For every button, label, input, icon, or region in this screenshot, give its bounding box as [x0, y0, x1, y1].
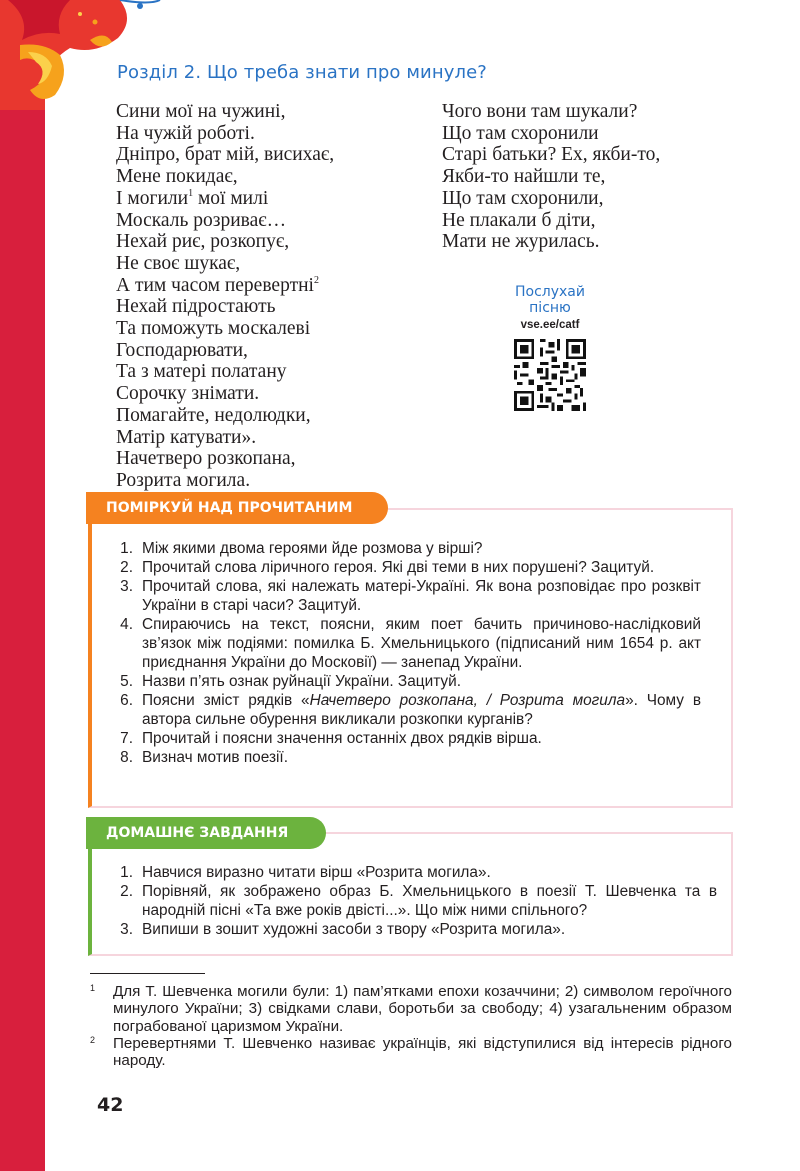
footnote-mark: 2 [90, 1034, 96, 1045]
list-item [117, 863, 717, 882]
homework-task-list [117, 863, 717, 939]
reflect-task-list [117, 539, 701, 767]
list-item [117, 672, 701, 691]
reflect-tab-label: ПОМІРКУЙ НАД ПРОЧИТАНИМ [86, 492, 388, 524]
list-item [117, 882, 717, 920]
poem-line: Мати не журилась. [442, 231, 600, 253]
footnote-mark-2: 2 [313, 274, 319, 286]
footnote-mark-1: 1 [188, 187, 194, 199]
item-text: Спираючись на текст, поясни, яким поет бачить причиново-наслідковий зв’язок між подіями: помилка Б. Хмельницького (підписаний ним 1654 р. акт приєднання України до Московії) — занепад України. [142, 616, 701, 671]
item-number: 5. [120, 673, 133, 690]
footnote-divider [90, 973, 205, 974]
poem-line: Та поможуть москалеві [116, 318, 311, 340]
item-number: 7. [120, 730, 133, 747]
poem-line: Якби-то найшли те, [442, 166, 606, 188]
footnote-text: Перевертнями Т. Шевченко називає українців, які відступилися від інтересів рідного народу. [113, 1034, 732, 1070]
item-text: Випиши в зошит художні засоби з твору «Розрита могила». [142, 921, 566, 938]
poem-line: Чого вони там шукали? [442, 101, 638, 122]
poem-line: Начетверо розкопана, [116, 448, 296, 470]
poem-left-column [116, 101, 334, 492]
item-number: 6. [120, 692, 133, 709]
poem-line: Розрита могила. [116, 469, 251, 491]
poem-line: Дніпро, брат мій, висихає, [116, 144, 335, 166]
poem-line [116, 275, 334, 297]
poem-line: Що там схоронили [442, 122, 599, 144]
poem-line: Нехай риє, розкопує, [116, 231, 290, 253]
poem-line: Господарювати, [116, 339, 248, 361]
item-text-quote: Начетверо розкопана, / Розрита могила [309, 692, 626, 709]
item-text-part: ». Чому в автора сильне обурення викликали розкопки курганів? [142, 692, 701, 728]
poem-line-part: І могили [116, 187, 189, 209]
list-item [117, 558, 701, 577]
poem-line-part: мої милі [197, 187, 269, 209]
item-number: 3. [120, 921, 133, 938]
poem-line: Москаль розриває… [116, 209, 287, 231]
item-number: 1. [120, 864, 133, 881]
poem-line: Мене покидає, [116, 166, 238, 188]
footnotes [90, 983, 732, 1069]
listen-subtitle: пісню [529, 300, 571, 316]
item-text: Прочитай слова ліричного героя. Які дві теми в них порушені? Зацитуй. [142, 559, 655, 576]
poem-line: Помагайте, недолюдки, [116, 404, 311, 426]
item-text: Прочитай і поясни значення останніх двох рядків вірша. [142, 730, 542, 747]
item-number: 1. [120, 540, 133, 557]
song-link[interactable]: vse.ee/catf [520, 319, 580, 331]
footnote-mark: 1 [90, 983, 96, 993]
item-text: Порівняй, як зображено образ Б. Хмельницького в поезії Т. Шевченка та в народній пісні «Та вже років двісті...». Що між ними спільного? [142, 883, 717, 919]
side-decoration-strip [0, 0, 45, 1171]
page-number: 42 [97, 1094, 124, 1116]
item-number: 8. [120, 749, 133, 766]
list-item [117, 748, 701, 767]
decorative-illustration [0, 0, 170, 110]
item-text [142, 691, 701, 729]
list-item [117, 729, 701, 748]
list-item [117, 539, 701, 558]
poem-line: Не своє шукає, [116, 252, 241, 274]
poem-line: Сорочку знімати. [116, 383, 260, 405]
item-text: Прочитай слова, які належать матері-Україні. Як вона розповідає про розквіт України в старі часи? Зацитуй. [142, 578, 701, 614]
poem-line [116, 188, 334, 210]
poem-line: Матір катувати». [116, 426, 257, 448]
poem-line-part: А тим часом перевертні [116, 274, 314, 296]
list-item [117, 577, 701, 615]
listen-song-block[interactable] [500, 284, 600, 411]
list-item [117, 691, 701, 729]
item-text-part: Поясни зміст рядків « [142, 692, 310, 709]
poem-line: Не плакали б діти, [442, 209, 596, 231]
item-text: Навчися виразно читати вірш «Розрита могила». [142, 864, 491, 881]
item-number: 2. [120, 883, 133, 900]
poem-line: Що там схоронили, [442, 187, 604, 209]
poem-right-column [442, 101, 660, 253]
item-text: Між якими двома героями йде розмова у вірші? [142, 540, 483, 557]
poem-line: Та з матері полатану [116, 361, 287, 383]
item-number: 4. [120, 616, 133, 633]
item-text: Визнач мотив поезії. [142, 749, 288, 766]
poem-line: Нехай підростають [116, 296, 276, 318]
poem-line: На чужій роботі. [116, 122, 255, 144]
listen-title: Послухай [515, 284, 585, 300]
list-item [117, 615, 701, 672]
list-item [117, 920, 717, 939]
poem-line: Сини мої на чужині, [116, 101, 286, 122]
item-text: Назви п’ять ознак руйнації України. Зацитуй. [142, 673, 461, 690]
footnote [90, 1035, 732, 1070]
footnote-text: Для Т. Шевченка могили були: 1) пам’ятками епохи козаччини; 2) символом героїчного минулого України; 3) свідками слави, боротьби за свободу; 4) узагальненим образом пограбованої царизмом України. [113, 983, 732, 1035]
section-title: Розділ 2. Що треба знати про минуле? [117, 62, 487, 83]
item-number: 2. [120, 559, 133, 576]
homework-tab-label: ДОМАШНЄ ЗАВДАННЯ [86, 817, 326, 849]
qr-code-icon[interactable] [514, 339, 586, 411]
item-number: 3. [120, 578, 133, 595]
footnote [90, 983, 732, 1035]
poem-line: Старі батьки? Ех, якби-то, [442, 144, 661, 166]
